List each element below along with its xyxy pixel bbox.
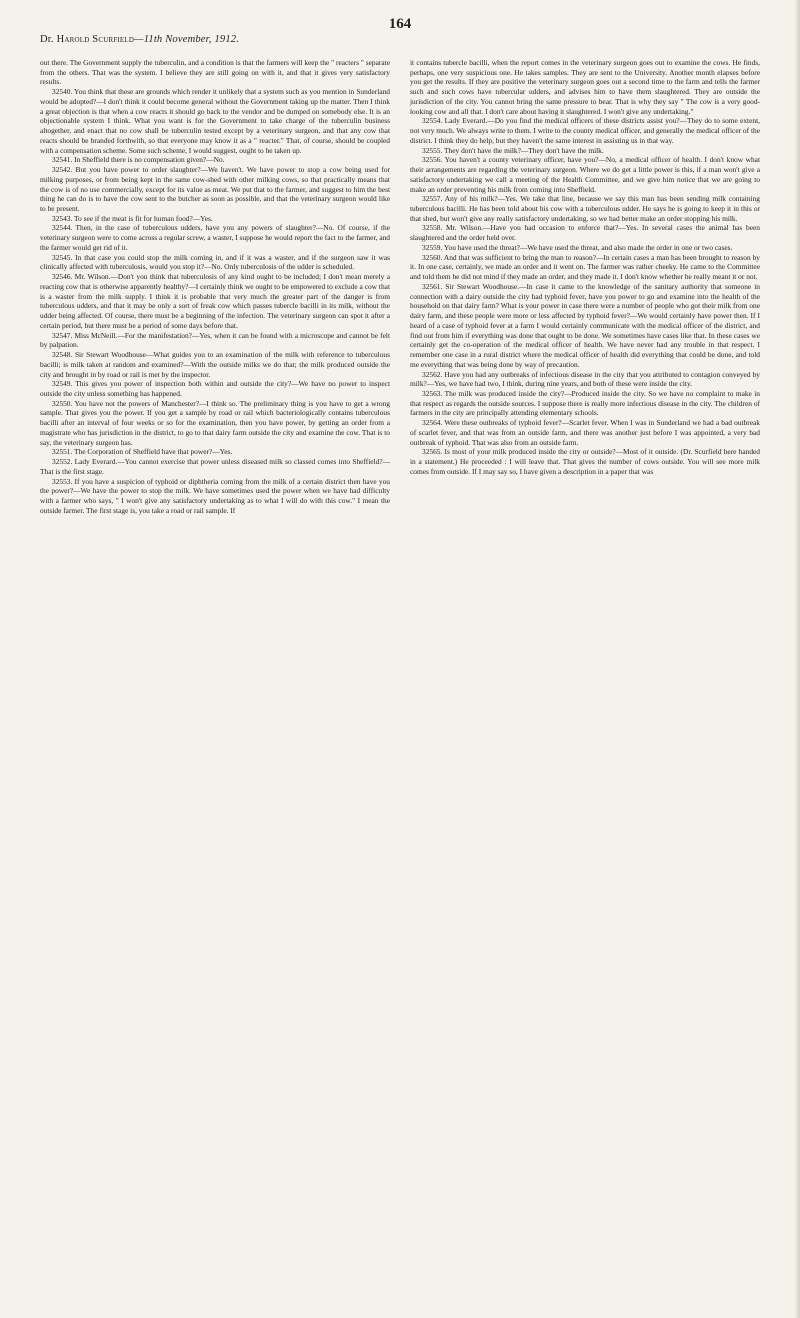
paragraph: 32564. Were these outbreaks of typhoid fever?—Scarlet fever. When I was in Sunderland we had a bad outbreak of scarlet fever, and that was from an outside farm, and there was another just before I was appointed, a very bad outbreak of typhoid. That was also from an outside farm. [410, 418, 760, 447]
witness-name: Harold Scurfield [56, 34, 135, 45]
paragraph: 32552. Lady Everard.—You cannot exercise that power unless diseased milk so classed comes into Sheffield?—That is the first stage. [40, 457, 390, 476]
paragraph: 32559. You have used the threat?—We have used the threat, and also made the order in one or two cases. [422, 242, 733, 252]
paragraph: 32548. Sir Stewart Woodhouse—What guides you to an examination of the milk with reference to tuberculous bacilli; is milk taken at random and examined?—With the outside milks we do that; the milk produced outside the city and brought in by road or rail is met by the inspector. [40, 350, 390, 379]
paragraph: 32550. You have not the powers of Manchester?—I think so. The preliminary thing is you have to get a wrong sample. That gives you the power. If you get a sample by road or rail which bacteriologically contains tuberculous bacilli after an interval of four weeks or so for the examination, then you have power, by getting an order from a magistrate who has jurisdiction in the district, to go to that dairy farm outside the city and examine the cow. That is to say, the veterinary surgeon has. [40, 398, 390, 447]
paragraph: 32549. This gives you power of inspection both within and outside the city?—We have no power to inspect outside the city unless something has happened. [40, 379, 390, 398]
paragraph: 32553. If you have a suspicion of typhoid or diphtheria coming from the milk of a certain district then have you the power?—We have the power to stop the milk. We have sometimes used the power when we have had difficulty with a farmer who says, " I won't give any satisfactory undertaking as to what I will do with this cow." I mean the outside farmer. The first stage is, you take a road or rail sample. If [40, 476, 390, 515]
text-columns [40, 58, 760, 1306]
witness-prefix: Dr. [40, 34, 54, 45]
paragraph: 32544. Then, in the case of tuberculous udders, have you any powers of slaughter?—No. Of course, if the veterinary surgeon were to come across a regular screw, a waster, I suppose he would report the fact to the farmer, and the farmer would get rid of it. [40, 223, 390, 252]
paragraph: 32560. And that was sufficient to bring the man to reason?—In certain cases a man has been brought to reason by it. In one case, certainly, we made an order and it went on. The farmer was rather cheeky. He came to the Committee and told them he did not mind if they made an order, and they made it. I don't know whether he really meant it or not. [410, 252, 760, 282]
paragraph: 32558. Mr. Wilson.—Have you had occasion to enforce that?—Yes. In several cases the animal has been slaughtered and the order held over. [410, 223, 760, 243]
paragraph: 32563. The milk was produced inside the city?—Produced inside the city. So we have no complaint to make in that respect as regards the outside sources. I suppose there is really more infectious disease in the city. The children of farmers in the city are principally attending elementary schools. [410, 388, 760, 418]
page-edge-shadow [794, 0, 800, 1318]
page-number: 164 [388, 16, 412, 32]
paragraph: 32540. You think that these are grounds which render it unlikely that a system such as you mention in Sunderland would be adopted?—I don't think it could become general without the Government taking up the matter. Then I think a great objection is that when a cow reacts it should go back to the vendor and be dumped on somebody else. It is an objectionable system I think. What you want is for the Government to take charge of the tuberculin business altogether, and enact that no cow shall be tuberculin tested except by a veterinary surgeon, and that any cow that reacts should be branded forthwith, so that everyone may know it as a " reacter." That, of course, should be coupled with a compensation scheme. Some such scheme, I would suggest, ought to be taken up. [40, 87, 390, 155]
left-column [40, 58, 390, 1306]
paragraph: 32557. Any of his milk?—Yes. We take that line, because we say this man has been sending milk containing tuberculous bacilli. He has been told about his cow with a tuberculous udder. He says he is going to keep it in this or that shed, but won't give any really satisfactory undertaking, so we had better make an order stopping his milk. [410, 194, 760, 223]
paragraph: 32556. You haven't a county veterinary officer, have you?—No, a medical officer of health. I don't know what their arrangements are regarding the veterinary surgeon. Where we do get a little power is this, if a man won't give a satisfactory undertaking we call a meeting of the Health Committee, and we give him notice that we are going to make an order preventing his milk from coming into Sheffield. [410, 155, 760, 194]
paragraph: 32542. But you have power to order slaughter?—We haven't. We have power to stop a cow being used for milking purposes, or from being kept in the same cow-shed with other milking cows, so that practically means that the cow is of no use commercially, except for its value as meat. We put that to the farmer, and suggest to him the best thing he can do is to have the cow sent to the butcher as soon as possible, and that the veterinary surgeon would like to be present. [40, 165, 390, 214]
paragraph: out there. The Government supply the tuberculin, and a condition is that the farmers will keep the " reacters " separate from the others. That was the system. I believe they are still going on with it, and that it gives very satisfactory results. [40, 58, 390, 87]
paragraph: 32545. In that case you could stop the milk coming in, and if it was a waster, and if the surgeon saw it was clinically affected with tuberculosis, would you stop it?—No. Only tuberculosis of the udder is scheduled. [40, 252, 390, 272]
paragraph: 32551. The Corporation of Sheffield have that power?—Yes. [52, 447, 233, 457]
paragraph: 32541. In Sheffield there is no compensation given?—No. [52, 155, 225, 165]
paragraph: 32561. Sir Stewart Woodhouse.—In case it came to the knowledge of the sanitary authority that someone in connection with a dairy outside the city had typhoid fever, have you power to go and examine into the health of the household on that dairy farm? What is your power in case there were a number of people who got their milk from one dairy farm, and these people were more or less affected by typhoid fever?—We would certainly have power then. If I heard of a case of typhoid fever at a farm I would certainly communicate with the medical officer of the district, and find out from him if everything was done that ought to be done. We sometimes have cases like that. In these cases we certainly get the co-operation of the medical officer of health. We have never had any trouble in that respect. I remember one case in a rural district where the medical officer of health did everything that could be done, and told me everything that was being done by way of precaution. [410, 281, 760, 369]
paragraph: 32565. Is most of your milk produced inside the city or outside?—Most of it outside. (Dr. Scurfield here handed in a statement.) He proceeded : I will leave that. That gives the number of cows outside. You will see more milk comes from outside. If I may say so, I have given a description in a paper that was [410, 447, 760, 476]
hearing-date: —11th November, 1912. [134, 34, 240, 45]
paragraph: 32562. Have you had any outbreaks of infectious disease in the city that you attributed to contagion conveyed by milk?—Yes, we have had two, I think, during nine years, and both of these were inside the city. [410, 369, 760, 389]
paragraph: it contains tubercle bacilli, when the report comes in the veterinary surgeon goes out to examine the cows. He finds, perhaps, one very suspicious one. He takes samples. They are sent to the University. Another month elapses before you get the results. If they are positive the veterinary surgeon goes out a second time to the farm and tells the farmer such and such cows have tubercular udders, and advises him to have them slaughtered. They are outside the jurisdiction of the city. You cannot bring the same pressure to bear. That is why they say " The cow is a very good-looking cow and all that. I don't care about having it slaughtered. I won't give any undertaking." [410, 58, 760, 116]
paragraph: 32546. Mr. Wilson.—Don't you think that tuberculosis of any kind ought to be included; I don't mean merely a reacting cow that is otherwise apparently healthy?—I certainly think we ought to be empowered to exclude a cow that is a waster from the milk supply. I think it is probable that very much the greater part of the danger is from tuberculous udders, and that it may be only a sort of freak cow which passes tubercle bacilli in its milk, without the udder being affected. Of course, there must be a beginning of the infection. The veterinary surgeon can spot it after a certain period, but there must be a period of some days before that. [40, 272, 390, 330]
paragraph: 32554. Lady Everard.—Do you find the medical officers of these districts assist you?—They do to some extent, not very much. We always write to them. I write to the county medical officer, and generally the medical officer of the district. I think they do help, but they haven't the same interest in assisting us in that way. [410, 116, 760, 145]
right-column [410, 58, 760, 1306]
paragraph: 32547. Miss McNeill.—For the manifestation?—Yes, when it can be found with a microscope and cannot be felt by palpation. [40, 330, 390, 350]
paragraph: 32543. To see if the meat is fit for human food?—Yes. [52, 213, 213, 223]
running-head [40, 34, 239, 45]
paragraph: 32555. They don't have the milk?—They don't have the milk. [422, 145, 604, 155]
